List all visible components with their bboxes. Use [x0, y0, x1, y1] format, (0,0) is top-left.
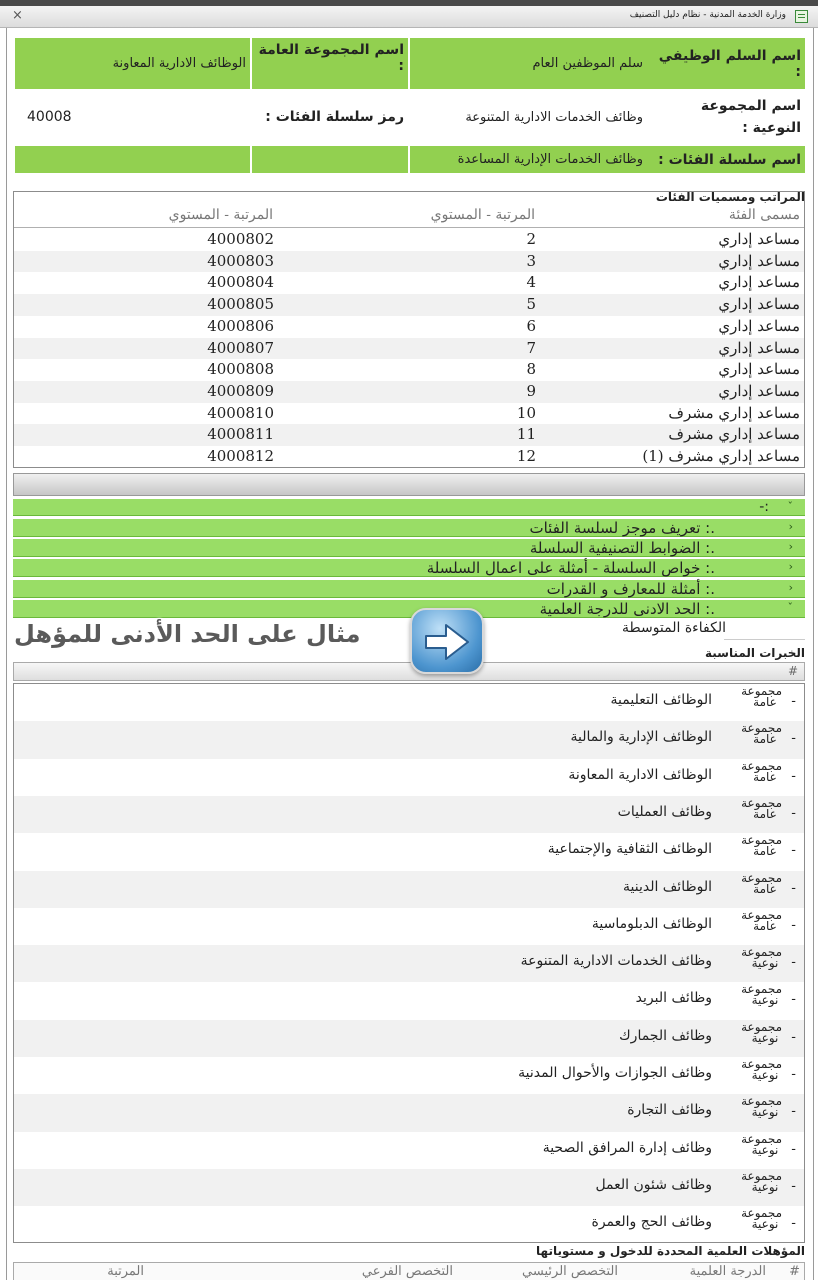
experience-dash: -: [791, 1216, 796, 1232]
grades-col-name: مسمى الفئة: [728, 207, 800, 223]
accordion-item-label: .: خواص السلسلة - أمثلة على اعمال السلسلة: [426, 559, 715, 578]
series-name-value: وظائف الخدمات الإدارية المساعدة: [457, 152, 643, 167]
chevron-left-icon: ‹: [788, 580, 793, 594]
accordion-item[interactable]: [13, 519, 805, 537]
experience-row[interactable]: [14, 1206, 804, 1243]
experience-row[interactable]: [14, 721, 804, 758]
accordion-item-label: .: الضوابط التصنيفية السلسلة: [529, 539, 715, 558]
experience-group-name: وظائف الخدمات الادارية المتنوعة: [520, 953, 712, 970]
grade-code: 4000805: [207, 295, 274, 314]
grade-level: 5: [526, 295, 536, 314]
experience-group-name: وظائف التجارة: [627, 1102, 712, 1119]
grade-row[interactable]: [14, 251, 804, 273]
experience-group-name: وظائف العمليات: [617, 803, 712, 820]
experience-header: [13, 662, 805, 681]
grade-title: مساعد إداري: [718, 316, 800, 335]
experience-group-name: وظائف إدارة المرافق الصحية: [542, 1139, 712, 1156]
grade-level: 7: [526, 338, 536, 357]
grade-row[interactable]: [14, 359, 804, 381]
scale-value-cell: [408, 38, 647, 89]
grade-code: 4000802: [207, 230, 274, 248]
experience-group-type: مجموعة عامة: [741, 907, 782, 933]
experience-group-type: مجموعة نوعية: [741, 1168, 782, 1194]
experience-group-name: وظائف الجوازات والأحوال المدنية: [518, 1065, 712, 1081]
experience-group-type: مجموعة نوعية: [741, 945, 782, 971]
experience-group-name: الوظائف الدبلوماسية: [591, 915, 712, 932]
experience-row[interactable]: [14, 1132, 804, 1169]
experience-row[interactable]: [14, 833, 804, 870]
experience-dash: -: [791, 917, 796, 933]
grade-code: 4000804: [207, 273, 274, 292]
qualitative-group-value-cell: [408, 90, 647, 144]
grade-title: مساعد إداري: [718, 381, 800, 400]
experience-group-type: مجموعة نوعية: [741, 1057, 782, 1082]
grade-code: 4000803: [207, 251, 274, 270]
experience-group-type: مجموعة نوعية: [741, 982, 782, 1008]
grade-row[interactable]: [14, 446, 804, 468]
experience-group-name: وظائف شئون العمل: [595, 1176, 712, 1193]
grade-row[interactable]: [14, 272, 804, 294]
grades-col-code: المرتبة - المستوي: [168, 207, 273, 223]
experience-dash: -: [791, 955, 796, 971]
experience-group-name: الوظائف التعليمية: [610, 692, 712, 708]
chevron-down-icon: ˇ: [787, 500, 793, 513]
experience-group-type: مجموعة عامة: [741, 870, 782, 896]
grades-header-divider: [14, 227, 804, 228]
series-code-label-cell: [250, 90, 408, 144]
qual-col-rank: المرتبة: [107, 1264, 144, 1279]
experience-group-type: مجموعة نوعية: [741, 1131, 782, 1157]
experience-group-type: مجموعة عامة: [741, 758, 782, 784]
grade-level: 11: [516, 425, 536, 444]
grade-row[interactable]: [14, 294, 804, 316]
scale-label: اسم السلم الوظيفي :: [658, 47, 801, 80]
accordion-item-label: .: الحد الادنى للدرجة العلمية: [539, 599, 715, 618]
experience-row[interactable]: [14, 796, 804, 833]
experience-group-name: الوظائف الثقافية والإجتماعية: [547, 841, 712, 858]
general-group-label-cell: [250, 38, 408, 89]
arrow-right-icon: [410, 608, 484, 674]
grade-row[interactable]: [14, 424, 804, 446]
series-name-label: اسم سلسلة الفئات :: [658, 151, 801, 168]
grade-title: مساعد إداري: [718, 273, 800, 292]
accordion-item-label: .: أمثلة للمعارف و القدرات: [546, 579, 715, 598]
chevron-left-icon: ‹: [788, 540, 793, 554]
experience-group-name: الوظائف الدينية: [623, 878, 712, 895]
grade-code: 4000812: [207, 447, 274, 465]
grade-level: 2: [526, 230, 536, 248]
experience-row[interactable]: [14, 945, 804, 982]
experience-row[interactable]: [14, 982, 804, 1019]
experience-dash: -: [791, 1178, 796, 1194]
experience-group-name: وظائف الجمارك: [619, 1027, 712, 1044]
experience-hash-header: #: [787, 664, 798, 678]
qual-col-minor: التخصص الفرعي: [361, 1264, 453, 1279]
qual-col-major: التخصص الرئيسي: [522, 1264, 618, 1279]
chevron-left-icon: ‹: [788, 520, 793, 533]
experience-dash: -: [791, 768, 796, 784]
grade-row[interactable]: [14, 381, 804, 403]
series-code-label: رمز سلسلة الفئات :: [265, 109, 404, 125]
experience-row[interactable]: [14, 908, 804, 945]
grade-level: 8: [526, 360, 536, 379]
series-name-value-cell: [408, 146, 647, 173]
general-group-value: الوظائف الادارية المعاونة: [112, 56, 246, 71]
experience-group-name: وظائف الحج والعمرة: [591, 1214, 712, 1231]
grade-title: مساعد إداري: [718, 360, 800, 379]
qualitative-group-value: وظائف الخدمات الادارية المتنوعة: [465, 109, 643, 125]
experience-group-type: مجموعة نوعية: [741, 1206, 782, 1232]
accordion-item[interactable]: [13, 559, 805, 577]
grade-level: 12: [516, 447, 536, 465]
grade-level: 9: [526, 381, 536, 400]
series-name-label-cell: [647, 146, 805, 173]
experience-dash: -: [791, 1104, 796, 1120]
qualifications-title: المؤهلات العلمية المحددة للدخول و مستوياتها: [536, 1244, 805, 1258]
grade-title: مساعد إداري: [718, 230, 800, 248]
qualitative-group-label: اسم المجموعة النوعية :: [700, 98, 801, 136]
grade-title: مساعد إداري: [718, 251, 800, 270]
scale-value: سلم الموظفين العام: [532, 56, 643, 71]
window-title: وزارة الخدمة المدنية - نظام دليل التصنيف: [629, 10, 786, 20]
grades-title: المراتب ومسميات الفئات: [655, 190, 805, 204]
grade-row[interactable]: [14, 403, 804, 425]
annotation-caption: مثال على الحد الأدنى للمؤهل: [14, 620, 361, 648]
experience-dash: -: [791, 880, 796, 896]
experience-group-type: مجموعة نوعية: [741, 1094, 782, 1120]
experience-dash: -: [791, 694, 796, 709]
min-degree-value: الكفاءة المتوسطة: [621, 620, 726, 636]
header-row-2: [13, 90, 805, 144]
chevron-down-icon: ˇ: [787, 600, 793, 614]
experience-dash: -: [791, 1067, 796, 1082]
grade-level: 6: [526, 316, 536, 335]
general-group-label: اسم المجموعة العامة :: [258, 42, 404, 74]
qualitative-group-label-cell: [647, 90, 805, 144]
experience-group-type: مجموعة عامة: [741, 684, 782, 709]
section-scrollbar[interactable]: [13, 473, 805, 496]
experience-row[interactable]: [14, 1169, 804, 1206]
grade-level: 3: [526, 251, 536, 270]
header-row-3: [13, 146, 805, 173]
experience-row[interactable]: [14, 1020, 804, 1057]
experience-group-name: الوظائف الادارية المعاونة: [568, 766, 712, 783]
close-icon[interactable]: ×: [12, 8, 23, 23]
experience-group-name: وظائف البريد: [635, 990, 712, 1007]
grade-code: 4000810: [207, 403, 274, 422]
qual-col-hash: #: [789, 1264, 800, 1279]
accordion-item[interactable]: [13, 580, 805, 598]
experience-dash: -: [791, 992, 796, 1008]
experience-row[interactable]: [14, 1094, 804, 1131]
header-empty-cell-1: [250, 146, 408, 173]
grade-code: 4000811: [207, 425, 274, 444]
experience-row[interactable]: [14, 759, 804, 796]
experience-group-type: مجموعة نوعية: [741, 1019, 782, 1045]
accordion-top-text: :-: [759, 499, 769, 515]
general-group-value-cell: [13, 38, 250, 89]
qual-col-degree: الدرجة العلمية: [689, 1264, 766, 1279]
experience-title: الخبرات المناسبة: [704, 646, 805, 660]
grade-code: 4000808: [207, 360, 274, 379]
experience-list: [13, 683, 805, 1243]
series-code-value-cell: [13, 90, 250, 144]
header-row-1: [13, 38, 805, 89]
experience-dash: -: [791, 731, 796, 747]
experience-dash: -: [791, 843, 796, 859]
grade-row[interactable]: [14, 316, 804, 338]
grade-code: 4000806: [207, 316, 274, 335]
accordion-item[interactable]: [13, 539, 805, 557]
grades-col-level: المرتبة - المستوي: [430, 207, 535, 223]
experience-group-type: مجموعة عامة: [741, 833, 782, 859]
header-empty-cell-2: [13, 146, 250, 173]
grade-level: 4: [526, 273, 536, 292]
min-degree-blank-cell: [724, 620, 805, 640]
app-icon: [795, 10, 808, 23]
series-code-value: 40008: [27, 109, 72, 125]
window-titlebar: [0, 6, 818, 28]
annotation-overlay: [8, 608, 488, 664]
experience-group-type: مجموعة عامة: [741, 721, 782, 747]
grade-row[interactable]: [14, 229, 804, 251]
scale-label-cell: [647, 38, 805, 89]
experience-row[interactable]: [14, 1057, 804, 1094]
experience-group-type: مجموعة عامة: [741, 795, 782, 821]
grade-title: مساعد إداري مشرف: [668, 403, 800, 422]
experience-row[interactable]: [14, 871, 804, 908]
grade-title: مساعد إداري: [718, 295, 800, 314]
grade-title: مساعد إداري مشرف: [668, 425, 800, 444]
experience-group-name: الوظائف الإدارية والمالية: [570, 729, 712, 746]
experience-dash: -: [791, 805, 796, 821]
experience-dash: -: [791, 1141, 796, 1157]
experience-dash: -: [791, 1029, 796, 1045]
chevron-left-icon: ‹: [788, 560, 793, 574]
grade-level: 10: [516, 403, 536, 422]
grade-code: 4000809: [207, 381, 274, 400]
accordion-item-label: .: تعريف موجز لسلسة الفئات: [529, 519, 715, 537]
grade-code: 4000807: [207, 338, 274, 357]
accordion-top-row[interactable]: [13, 499, 805, 516]
experience-row[interactable]: [14, 684, 804, 721]
grade-row[interactable]: [14, 338, 804, 360]
grade-title: مساعد إداري مشرف (1): [642, 447, 800, 465]
grade-title: مساعد إداري: [718, 338, 800, 357]
